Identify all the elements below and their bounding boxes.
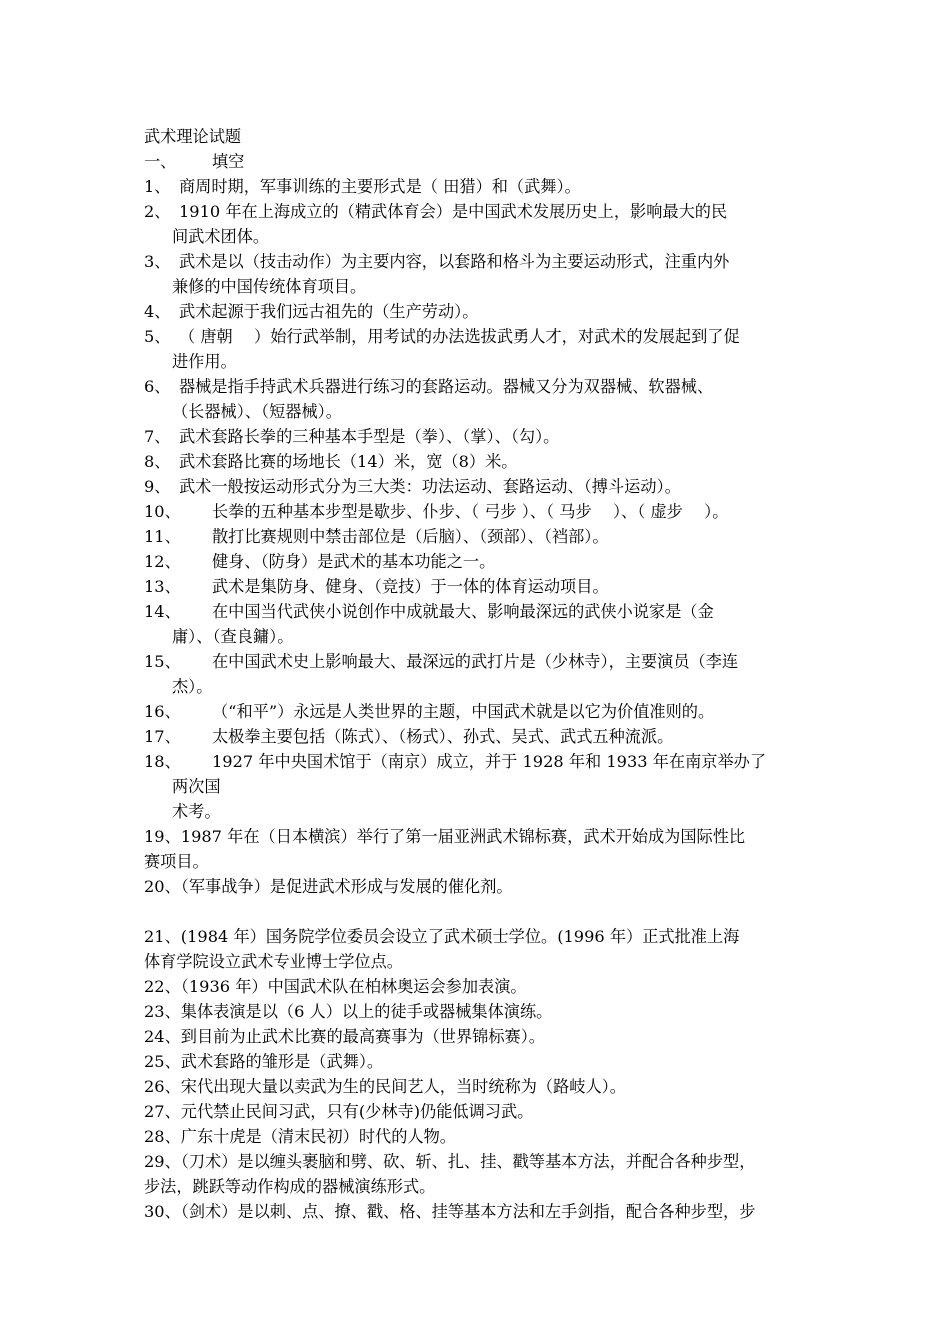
question-text: 庸）、（查良鏞）。 <box>172 627 294 646</box>
question-continuation <box>144 774 812 799</box>
question-number: 16、 <box>144 702 181 721</box>
question-line: 30、（剑术）是以刺、点、撩、戳、格、挂等基本方法和左手剑指，配合各种步型，步 <box>144 1202 756 1221</box>
question-continuation <box>144 224 812 249</box>
question-line <box>144 424 812 449</box>
question-number <box>144 349 172 374</box>
question-item <box>144 299 812 324</box>
question-line <box>144 724 812 749</box>
question-number: 13、 <box>144 577 181 596</box>
question-number: 18、 <box>144 752 181 771</box>
question-number: 5、 <box>144 327 171 346</box>
question-line <box>144 574 812 599</box>
question-item <box>144 999 812 1024</box>
question-text: 武术起源于我们远古祖先的（生产劳动）。 <box>179 302 479 321</box>
question-line: 20、（军事战争）是促进武术形成与发展的催化剂。 <box>144 877 513 896</box>
question-item <box>144 724 812 749</box>
question-line <box>144 474 812 499</box>
question-item <box>144 574 812 599</box>
section-number: 一、 <box>144 152 177 171</box>
question-item <box>144 749 812 824</box>
question-item <box>144 974 812 999</box>
question-item <box>144 1049 812 1074</box>
question-continuation <box>144 349 812 374</box>
question-item <box>144 874 812 899</box>
question-number <box>144 674 172 699</box>
question-item <box>144 1074 812 1099</box>
question-item <box>144 924 812 974</box>
question-item <box>144 199 812 249</box>
question-continuation <box>144 799 812 824</box>
question-number: 4、 <box>144 302 171 321</box>
question-text: 1910 年在上海成立的（精武体育会）是中国武术发展历史上，影响最大的民 <box>179 202 728 221</box>
question-number: 2、 <box>144 202 171 221</box>
question-line: 27、元代禁止民间习武，只有(少林寺)仍能低调习武。 <box>144 1102 534 1121</box>
question-item <box>144 824 812 874</box>
question-number <box>144 774 172 799</box>
question-continuation <box>144 399 812 424</box>
question-item <box>144 1199 812 1224</box>
question-continuation: 赛项目。 <box>144 852 209 871</box>
question-text: 武术套路比赛的场地长（14）米，宽（8）米。 <box>179 452 518 471</box>
question-line: 24、到目前为止武术比赛的最高赛事为（世界锦标赛）。 <box>144 1027 545 1046</box>
section-label: 填空 <box>212 152 245 171</box>
question-line <box>144 174 812 199</box>
document-title: 武术理论试题 <box>144 127 242 146</box>
question-text: 散打比赛规则中禁击部位是（后脑）、（颈部）、（裆部）。 <box>212 527 609 546</box>
question-text: 太极拳主要包括（陈式）、（杨式）、孙式、吴式、武式五种流派。 <box>212 727 674 746</box>
question-number <box>144 799 172 824</box>
question-item <box>144 174 812 199</box>
question-continuation <box>144 274 812 299</box>
question-continuation <box>144 624 812 649</box>
question-line: 19、1987 年在（日本横滨）举行了第一届亚洲武术锦标赛，武术开始成为国际性比 <box>144 827 746 846</box>
question-item <box>144 699 812 724</box>
question-text: 1927 年中央国术馆于（南京）成立，并于 1928 年和 1933 年在南京举办了 <box>212 752 767 771</box>
question-line: 21、(1984 年）国务院学位委员会设立了武术硕士学位。(1996 年）正式批准上海 <box>144 927 740 946</box>
question-line: 29、（刀术）是以缠头裹脑和劈、砍、斩、扎、挂、戳等基本方法，并配合各种步型， <box>144 1152 756 1171</box>
question-number: 17、 <box>144 727 181 746</box>
question-text: 长拳的五种基本步型是歇步、仆步、（ 弓步 ）、（ 马步 ）、（ 虚步 ）。 <box>212 502 729 521</box>
question-list-c <box>144 824 812 899</box>
question-number <box>144 224 172 249</box>
question-text: （“和平”）永远是人类世界的主题，中国武术就是以它为价值准则的。 <box>212 702 715 721</box>
question-item <box>144 524 812 549</box>
question-text: （长器械）、（短器械）。 <box>172 402 342 421</box>
question-list-b <box>144 499 812 824</box>
question-line <box>144 249 812 274</box>
question-text: 器械是指手持武术兵器进行练习的套路运动。器械又分为双器械、软器械、 <box>179 377 714 396</box>
question-item <box>144 249 812 299</box>
question-item <box>144 1099 812 1124</box>
section-heading <box>144 149 812 174</box>
question-item <box>144 1124 812 1149</box>
question-number: 3、 <box>144 252 171 271</box>
question-line: 26、宋代出现大量以卖武为生的民间艺人，当时统称为（路岐人）。 <box>144 1077 626 1096</box>
question-line <box>144 749 812 774</box>
question-text: 武术是以（技击动作）为主要内容，以套路和格斗为主要运动形式，注重内外 <box>179 252 730 271</box>
question-line: 28、广东十虎是（清末民初）时代的人物。 <box>144 1127 456 1146</box>
question-text: 杰）。 <box>172 677 213 696</box>
question-item <box>144 374 812 424</box>
question-text: 在中国当代武侠小说创作中成就最大、影响最深远的武侠小说家是（金 <box>212 602 714 621</box>
question-item <box>144 424 812 449</box>
blank-line <box>144 899 812 924</box>
question-line <box>144 324 812 349</box>
question-list-d <box>144 924 812 1224</box>
question-number <box>144 274 172 299</box>
question-text: 武术一般按运动形式分为三大类：功法运动、套路运动、（搏斗运动）。 <box>179 477 681 496</box>
question-line: 23、集体表演是以（6 人）以上的徒手或器械集体演练。 <box>144 1002 553 1021</box>
question-list-a <box>144 174 812 499</box>
question-text: 兼修的中国传统体育项目。 <box>172 277 367 296</box>
question-continuation: 步法，跳跃等动作构成的器械演练形式。 <box>144 1177 436 1196</box>
question-continuation: 体育学院设立武术专业博士学位点。 <box>144 952 403 971</box>
question-text: 间武术团体。 <box>172 227 270 246</box>
question-number: 15、 <box>144 652 181 671</box>
question-number: 8、 <box>144 452 171 471</box>
question-text: （ 唐朝 ）始行武举制，用考试的办法选拔武勇人才，对武术的发展起到了促 <box>179 327 740 346</box>
question-text: 健身、（防身）是武术的基本功能之一。 <box>212 552 496 571</box>
question-item <box>144 599 812 649</box>
question-item <box>144 649 812 699</box>
question-item <box>144 449 812 474</box>
question-number: 6、 <box>144 377 171 396</box>
question-number: 11、 <box>144 527 181 546</box>
question-line <box>144 299 812 324</box>
question-number: 14、 <box>144 602 181 621</box>
question-text: 术考。 <box>172 802 221 821</box>
question-line: 22、（1936 年）中国武术队在柏林奥运会参加表演。 <box>144 977 527 996</box>
question-number: 7、 <box>144 427 171 446</box>
question-line <box>144 199 812 224</box>
question-item <box>144 324 812 374</box>
question-text: 两次国 <box>172 777 221 796</box>
question-number: 12、 <box>144 552 181 571</box>
question-item <box>144 1024 812 1049</box>
question-line <box>144 449 812 474</box>
question-item <box>144 499 812 524</box>
question-item <box>144 549 812 574</box>
document-page <box>144 124 812 1224</box>
question-line <box>144 649 812 674</box>
question-text: 武术是集防身、健身、（竞技）于一体的体育运动项目。 <box>212 577 609 596</box>
question-line <box>144 499 812 524</box>
question-item <box>144 474 812 499</box>
question-number: 10、 <box>144 502 181 521</box>
question-line <box>144 599 812 624</box>
question-number <box>144 624 172 649</box>
question-line: 25、武术套路的雏形是（武舞）。 <box>144 1052 384 1071</box>
question-line <box>144 374 812 399</box>
question-text: 在中国武术史上影响最大、最深远的武打片是（少林寺），主要演员（李连 <box>212 652 739 671</box>
question-line <box>144 699 812 724</box>
question-continuation <box>144 674 812 699</box>
question-text: 进作用。 <box>172 352 237 371</box>
question-number: 1、 <box>144 177 171 196</box>
question-text: 商周时期，军事训练的主要形式是（ 田猎）和（武舞）。 <box>179 177 581 196</box>
question-number <box>144 399 172 424</box>
question-text: 武术套路长拳的三种基本手型是（拳）、（掌）、（勾）。 <box>179 427 560 446</box>
question-line <box>144 549 812 574</box>
question-number: 9、 <box>144 477 171 496</box>
question-line <box>144 524 812 549</box>
question-item <box>144 1149 812 1199</box>
